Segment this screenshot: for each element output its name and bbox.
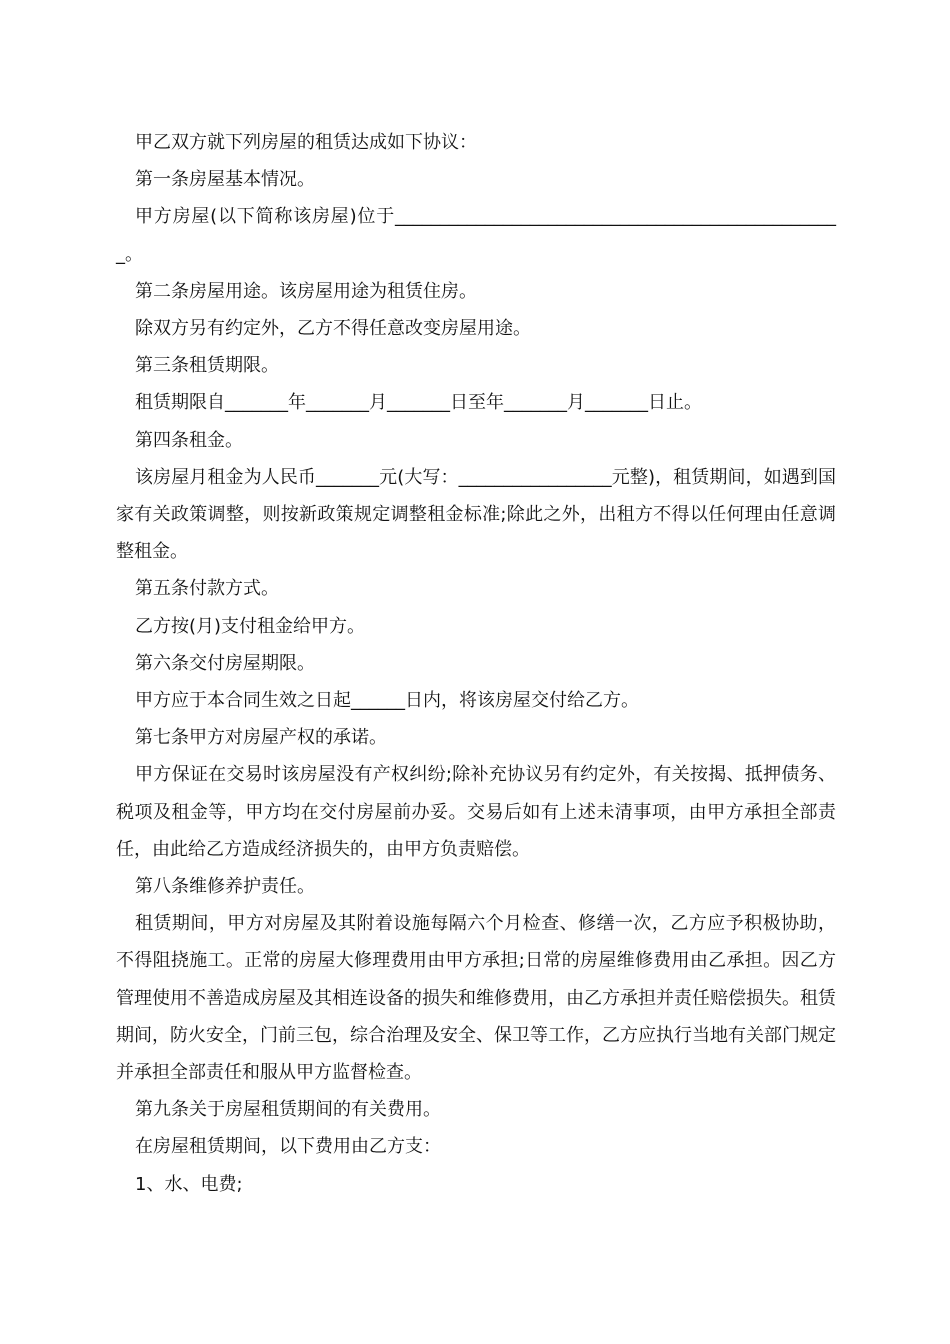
article-7-body: 甲方保证在交易时该房屋没有产权纠纷;除补充协议另有约定外，有关按揭、抵押债务、税项及租金等，甲方均在交付房屋前办妥。交易后如有上述未清事项，由甲方承担全部责任，由此给乙方造成经济损失的，由甲方负责赔偿。 — [116, 764, 836, 860]
article-9-heading: 第九条关于房屋租赁期间的有关费用。 — [135, 1099, 441, 1121]
article-8-body: 租赁期间，甲方对房屋及其附着设施每隔六个月检查、修缮一次，乙方应予积极协助，不得阻挠施工。正常的房屋大修理费用由甲方承担;日常的房屋维修费用由乙承担。因乙方管理使用不善造成房屋及其相连设备的损失和维修费用，由乙方承担并责任赔偿损失。租赁期间，防火安全，门前三包，综合治理及安全、保卫等工作，乙方应执行当地有关部门规定并承担全部责任和服从甲方监督检查。 — [116, 913, 836, 1084]
article-2-heading: 第二条房屋用途。该房屋用途为租赁住房。 — [135, 280, 477, 302]
article-6-heading: 第六条交付房屋期限。 — [135, 652, 315, 674]
article-7-heading: 第七条甲方对房屋产权的承诺。 — [135, 727, 387, 749]
article-6-body: 甲方应于本合同生效之日起______日内，将该房屋交付给乙方。 — [135, 690, 639, 712]
article-2-body: 除双方另有约定外，乙方不得任意改变房屋用途。 — [135, 318, 531, 340]
article-8-heading: 第八条维修养护责任。 — [135, 876, 315, 898]
article-5-heading: 第五条付款方式。 — [135, 578, 279, 600]
article-5-body: 乙方按(月)支付租金给甲方。 — [135, 615, 366, 637]
article-9-item-1: 1、水、电费; — [135, 1173, 243, 1195]
article-4-heading: 第四条租金。 — [135, 429, 243, 451]
article-1-heading: 第一条房屋基本情况。 — [135, 169, 315, 191]
article-4-body: 该房屋月租金为人民币_______元(大写：_________________元整)，租赁期间，如遇到国家有关政策调整，则按新政策规定调整租金标准;除此之外，出租方不得以任何理由任意调整租金。 — [116, 466, 836, 563]
article-9-body: 在房屋租赁期间，以下费用由乙方支： — [135, 1136, 441, 1158]
article-3-heading: 第三条租赁期限。 — [135, 355, 279, 377]
article-1-location: 甲方房屋(以下简称该房屋)位于__________________________________________________。 — [116, 206, 836, 265]
document-body — [116, 124, 836, 1203]
article-3-body: 租赁期限自_______年_______月_______日至年_______月_______日止。 — [135, 392, 702, 414]
paragraph-intro: 甲乙双方就下列房屋的租赁达成如下协议： — [135, 132, 477, 153]
